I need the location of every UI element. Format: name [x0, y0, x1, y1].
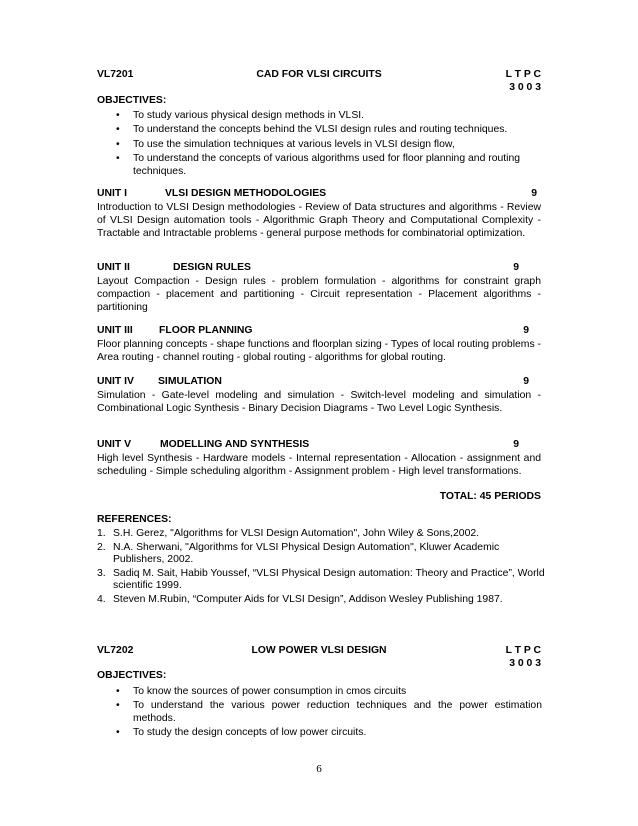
- page-number: 6: [316, 763, 322, 775]
- unit-section-4: [97, 376, 541, 416]
- unit-name: UNIT IV: [97, 376, 134, 387]
- unit-title: FLOOR PLANNING: [159, 325, 253, 336]
- unit-hours: 9: [523, 376, 529, 387]
- course-code: VL7202: [97, 645, 134, 656]
- reference-item: 3. Sadiq M. Sait, Habib Youssef, “VLSI Physical Design automation: Theory and Practice”, World scientific 1999.: [97, 567, 545, 592]
- unit-body: Introduction to VLSI Design methodologies - Review of Data structures and algorithms - Review of VLSI Design automation tools - Algorithmic Graph Theory and Computational Complexity - Tractable and Intractable problems - general purpose methods for combinatorial optimization.: [97, 202, 541, 239]
- objective-item: • To study the design concepts of low power circuits.: [116, 727, 542, 740]
- course-code: VL7201: [97, 69, 134, 80]
- course-title: LOW POWER VLSI DESIGN: [251, 645, 387, 656]
- unit-hours: 9: [523, 325, 529, 336]
- unit-section-3: [97, 325, 541, 365]
- reference-item: 2. N.A. Sherwani, "Algorithms for VLSI Physical Design Automation", Kluwer Academic Publishers, 2002.: [97, 541, 500, 566]
- unit-title: DESIGN RULES: [173, 262, 251, 273]
- objective-item: • To understand the concepts behind the VLSI design rules and routing techniques.: [116, 124, 542, 137]
- objectives-heading: OBJECTIVES:: [97, 670, 167, 681]
- ltpc-block: [506, 645, 541, 671]
- total-periods: TOTAL: 45 PERIODS: [439, 491, 541, 502]
- unit-section-5: [97, 439, 541, 479]
- objective-item: • To use the simulation techniques at various levels in VLSI design flow,: [116, 139, 542, 152]
- unit-section-2: [97, 262, 541, 314]
- unit-body: Simulation - Gate-level modeling and simulation - Switch-level modeling and simulation - Combinational Logic Synthesis - Binary Decision Diagrams - Two Level Logic Synthesis.: [97, 390, 541, 414]
- objectives-heading: OBJECTIVES:: [97, 95, 167, 106]
- objectives-list: [116, 686, 542, 742]
- objectives-list: [116, 110, 542, 180]
- objective-item: • To understand the various power reduction techniques and the power estimation methods.: [116, 700, 542, 726]
- unit-body: Layout Compaction - Design rules - problem formulation - algorithms for constraint graph compaction - placement and partitioning - Circuit representation - Placement algorithms - partitioning: [97, 276, 541, 313]
- unit-name: UNIT II: [97, 262, 130, 273]
- ltpc-label: L T P C: [505, 645, 541, 656]
- unit-hours: 9: [513, 262, 519, 273]
- course-header-vl7201: [97, 69, 541, 97]
- objective-item: • To study various physical design methods in VLSI.: [116, 110, 542, 123]
- unit-name: UNIT I: [97, 188, 128, 199]
- objective-item: • To understand the concepts of various algorithms used for floor planning and routing techniques.: [116, 153, 542, 179]
- objective-item: • To know the sources of power consumption in cmos circuits: [116, 686, 542, 699]
- references-heading: REFERENCES:: [97, 514, 172, 525]
- unit-hours: 9: [513, 439, 519, 450]
- unit-title: VLSI DESIGN METHODOLOGIES: [165, 188, 327, 199]
- unit-name: UNIT III: [97, 325, 133, 336]
- course-header-vl7202: [97, 645, 541, 673]
- reference-item: 1. S.H. Gerez, "Algorithms for VLSI Design Automation", John Wiley & Sons,2002.: [97, 528, 480, 539]
- unit-section-1: [97, 188, 541, 240]
- unit-hours: 9: [531, 188, 537, 199]
- ltpc-block: [506, 69, 541, 95]
- reference-item: 4. Steven M.Rubin, “Computer Aids for VLSI Design”, Addison Wesley Publishing 1987.: [97, 593, 503, 605]
- unit-title: MODELLING AND SYNTHESIS: [160, 439, 310, 450]
- ltpc-label: L T P C: [505, 69, 541, 80]
- unit-title: SIMULATION: [158, 376, 222, 387]
- course-title: CAD FOR VLSI CIRCUITS: [256, 69, 382, 80]
- unit-body: High level Synthesis - Hardware models - Internal representation - Allocation - assignment and scheduling - Simple scheduling algorithm - Assignment problem - High level transformations.: [97, 453, 541, 477]
- ltpc-values: 3 0 0 3: [509, 657, 541, 669]
- ltpc-values: 3 0 0 3: [509, 81, 541, 93]
- references-list: [97, 528, 545, 608]
- unit-body: Floor planning concepts - shape functions and floorplan sizing - Types of local routing problems - Area routing - channel routing - global routing - algorithms for global routing.: [97, 339, 541, 363]
- unit-name: UNIT V: [97, 439, 132, 450]
